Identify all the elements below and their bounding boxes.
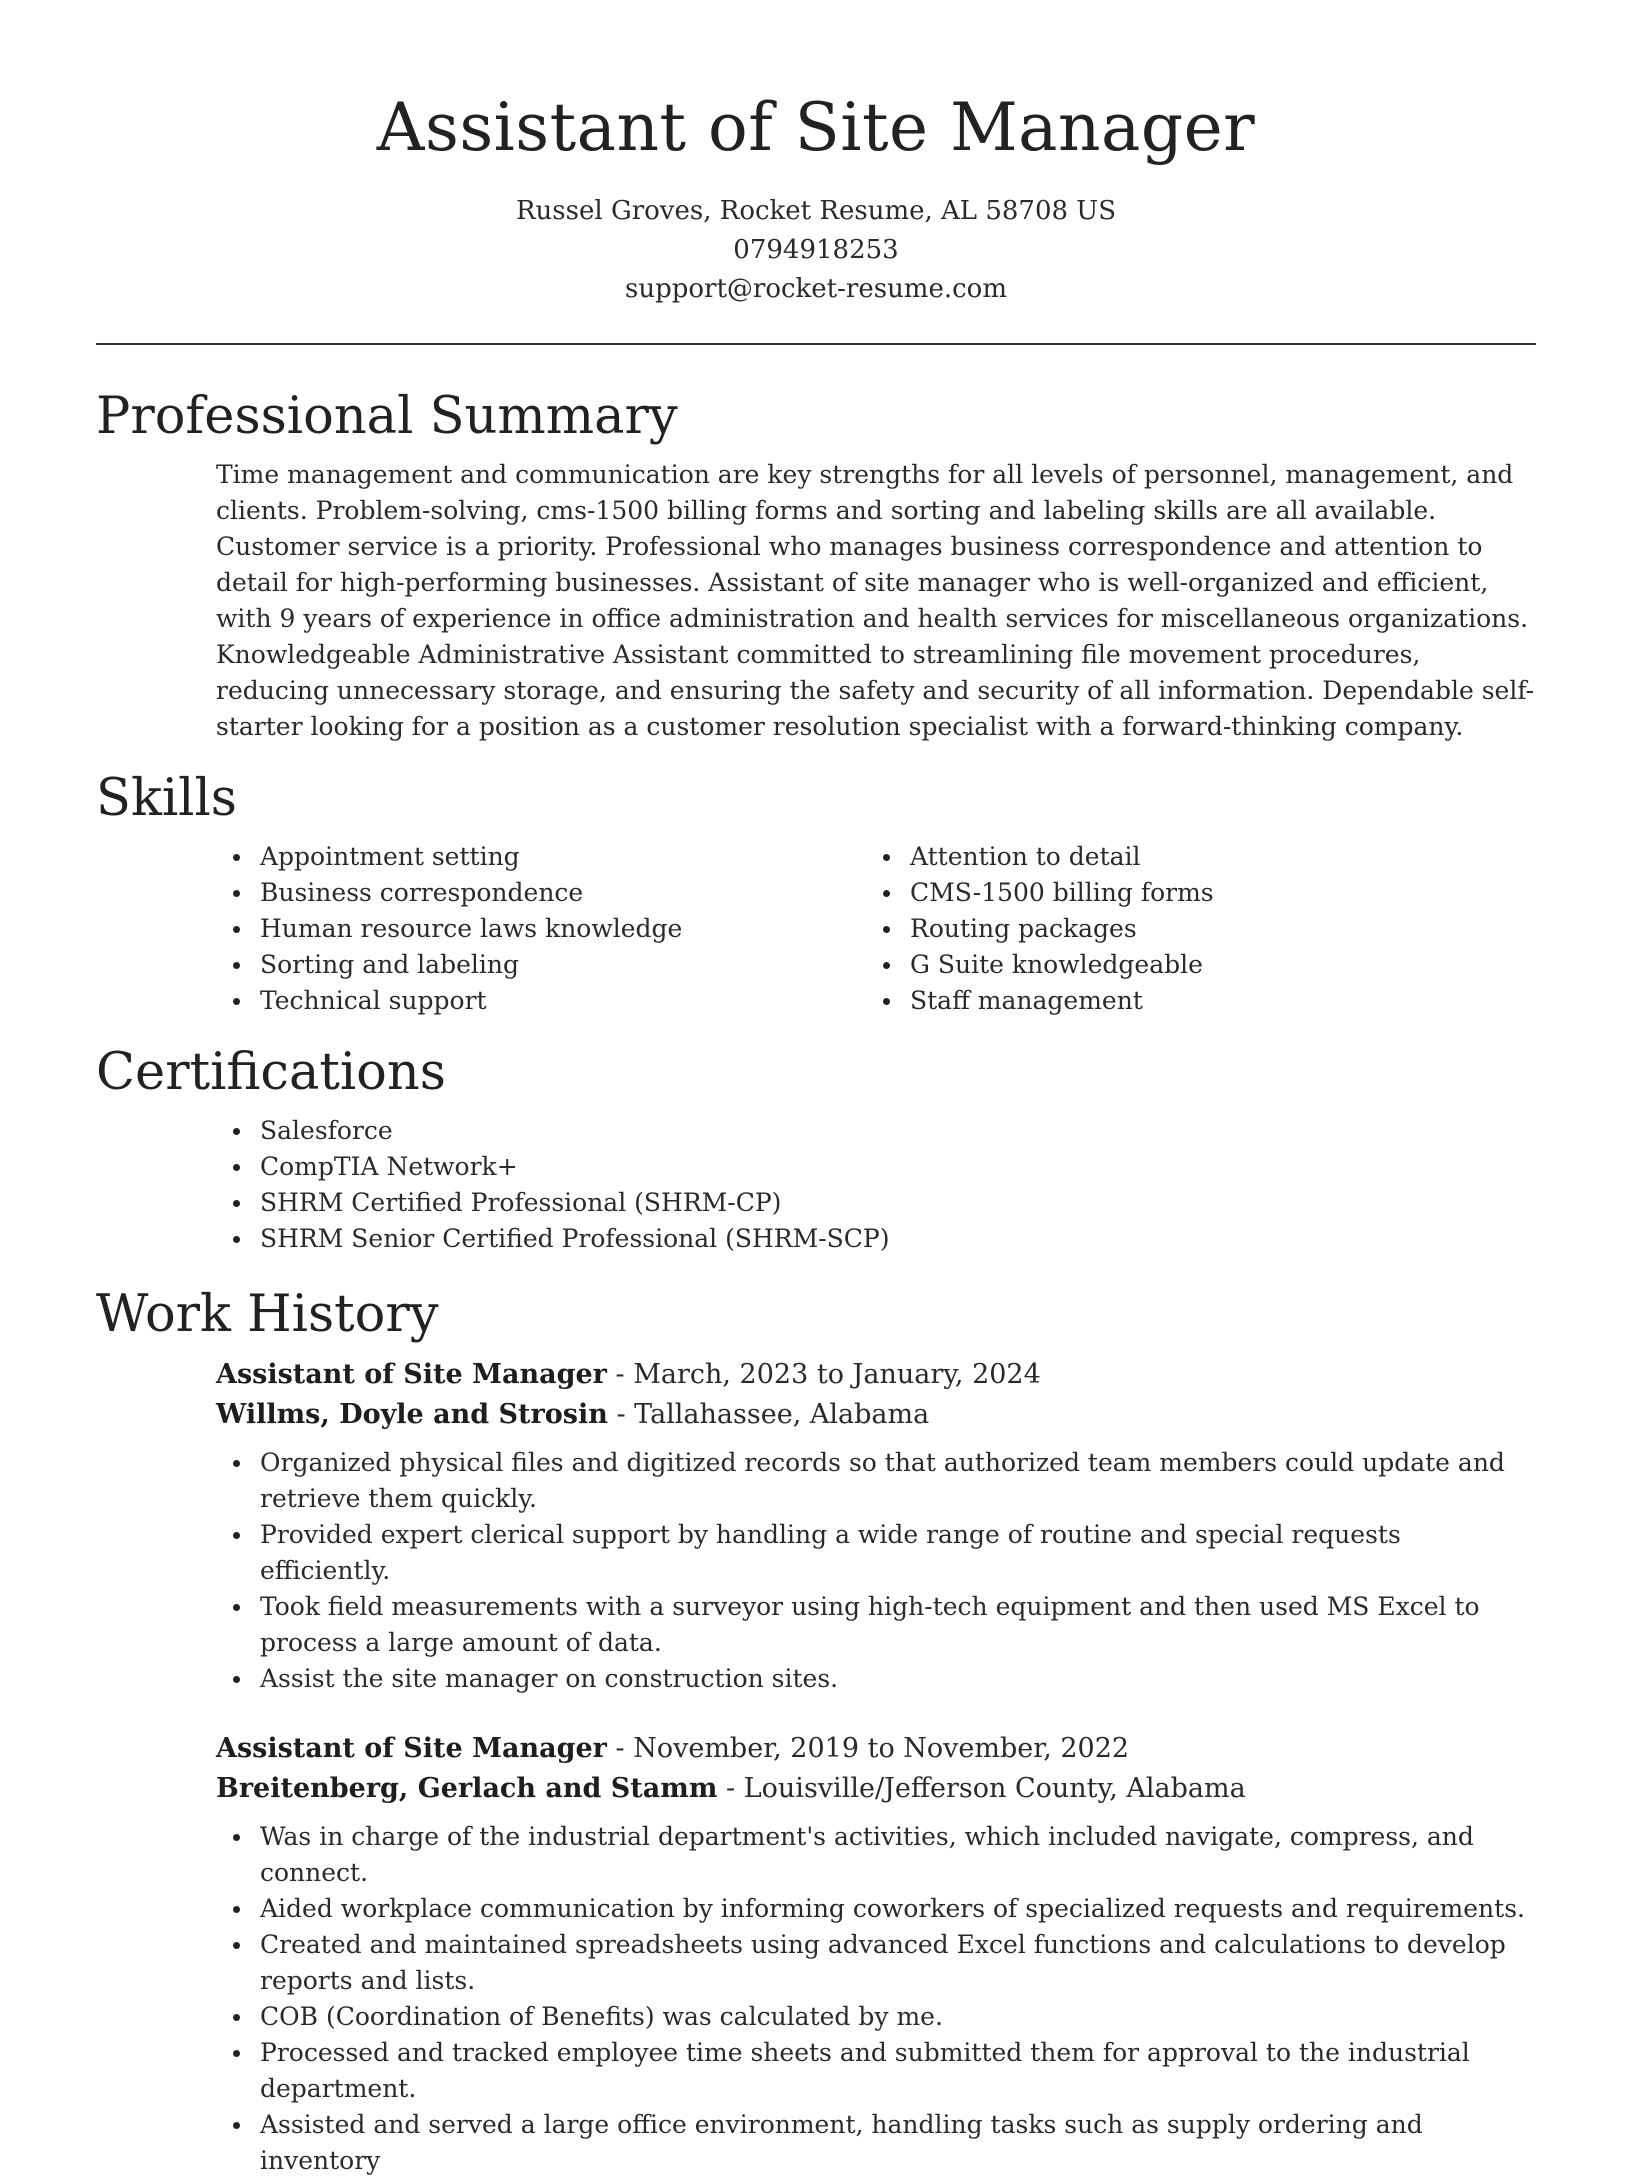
- skills-section: [96, 767, 1536, 1019]
- certifications-list: [216, 1113, 1536, 1257]
- skill-item: Attention to detail: [866, 839, 1516, 875]
- skills-grid: [216, 839, 1536, 1019]
- job-title: Assistant of Site Manager: [216, 1733, 607, 1764]
- job-dates: November, 2019 to November, 2022: [633, 1733, 1130, 1764]
- skill-item: Sorting and labeling: [216, 947, 866, 983]
- certifications-section: [96, 1041, 1536, 1257]
- job-duty: Processed and tracked employee time sheets and submitted them for approval to the industrial department.: [216, 2035, 1536, 2107]
- job-company-line: Willms, Doyle and Strosin - Tallahassee, Alabama: [216, 1399, 930, 1430]
- job-dates: March, 2023 to January, 2024: [633, 1359, 1041, 1390]
- job-duty: COB (Coordination of Benefits) was calculated by me.: [216, 1999, 1536, 2035]
- skill-item: CMS-1500 billing forms: [866, 875, 1516, 911]
- job-duty: Created and maintained spreadsheets using advanced Excel functions and calculations to develop reports and lists.: [216, 1927, 1536, 1999]
- summary-section: [96, 385, 1536, 745]
- resume-header: [0, 0, 1632, 309]
- job-duty: Assist the site manager on construction sites.: [216, 1661, 1536, 1697]
- certifications-heading: Certifications: [96, 1043, 446, 1102]
- job-duty: Took field measurements with a surveyor using high-tech equipment and then used MS Excel to process a large amount of data.: [216, 1589, 1536, 1661]
- job-entry: [216, 1729, 1536, 2179]
- skills-column-left: [216, 839, 866, 1019]
- resume-title: Assistant of Site Manager: [376, 89, 1256, 166]
- job-title-line: Assistant of Site Manager - November, 2019 to November, 2022: [216, 1733, 1130, 1764]
- skill-item: Staff management: [866, 983, 1516, 1019]
- skill-item: G Suite knowledgeable: [866, 947, 1516, 983]
- job-company: Willms, Doyle and Strosin: [216, 1399, 608, 1430]
- summary-heading: Professional Summary: [96, 387, 678, 446]
- job-duties: [216, 1819, 1536, 2179]
- job-duty: Provided expert clerical support by handling a wide range of routine and special requests efficiently.: [216, 1517, 1536, 1589]
- header-divider: [96, 343, 1536, 345]
- summary-text: Time management and communication are key strengths for all levels of personnel, management, and clients. Problem-solving, cms-1500 billing forms and sorting and labeling skills are all available. Customer service is a priority. Professional who manages business correspondence and attention to detail for high-performing businesses. Assistant of site manager who is well-organized and efficient, with 9 years of experience in office administration and health services for miscellaneous organizations. Knowledgeable Administrative Assistant committed to streamlining file movement procedures, reducing unnecessary storage, and ensuring the safety and security of all information. Dependable self-starter looking for a position as a customer resolution specialist with a forward-thinking company.: [216, 460, 1535, 741]
- certification-item: SHRM Senior Certified Professional (SHRM-SCP): [216, 1221, 1536, 1257]
- skills-column-right: [866, 839, 1516, 1019]
- skill-item: Routing packages: [866, 911, 1516, 947]
- job-entry: [216, 1355, 1536, 1697]
- skills-heading: Skills: [96, 769, 237, 828]
- work-history-section: [96, 1283, 1536, 2179]
- work-history-heading: Work History: [96, 1285, 439, 1344]
- skill-item: Human resource laws knowledge: [216, 911, 866, 947]
- job-title-line: Assistant of Site Manager - March, 2023 to January, 2024: [216, 1359, 1041, 1390]
- certification-item: Salesforce: [216, 1113, 1536, 1149]
- certification-item: CompTIA Network+: [216, 1149, 1536, 1185]
- skill-item: Appointment setting: [216, 839, 866, 875]
- job-duty: Was in charge of the industrial department's activities, which included navigate, compress, and connect.: [216, 1819, 1536, 1891]
- contact-info: [0, 192, 1632, 309]
- contact-address: Russel Groves, Rocket Resume, AL 58708 US: [515, 196, 1117, 226]
- job-duty: Organized physical files and digitized records so that authorized team members could update and retrieve them quickly.: [216, 1445, 1536, 1517]
- job-title: Assistant of Site Manager: [216, 1359, 607, 1390]
- job-location: Tallahassee, Alabama: [634, 1399, 930, 1430]
- job-duty: Assisted and served a large office environment, handling tasks such as supply ordering and inventory: [216, 2107, 1536, 2179]
- skill-item: Technical support: [216, 983, 866, 1019]
- job-location: Louisville/Jefferson County, Alabama: [743, 1773, 1246, 1804]
- job-company-line: Breitenberg, Gerlach and Stamm - Louisville/Jefferson County, Alabama: [216, 1773, 1246, 1804]
- job-company: Breitenberg, Gerlach and Stamm: [216, 1773, 718, 1804]
- contact-email: support@rocket-resume.com: [624, 274, 1007, 304]
- skill-item: Business correspondence: [216, 875, 866, 911]
- job-duty: Aided workplace communication by informing coworkers of specialized requests and requirements.: [216, 1891, 1536, 1927]
- job-duties: [216, 1445, 1536, 1697]
- certification-item: SHRM Certified Professional (SHRM-CP): [216, 1185, 1536, 1221]
- contact-phone: 0794918253: [733, 235, 899, 265]
